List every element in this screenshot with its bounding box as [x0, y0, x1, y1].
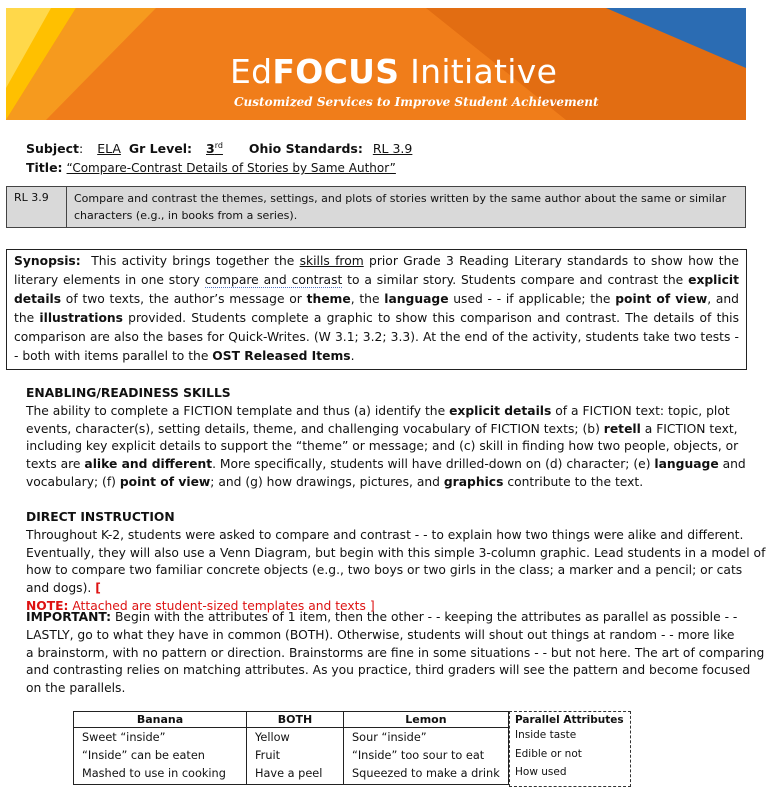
- subject-label: Subject: [26, 141, 79, 157]
- table-row: [74, 728, 509, 749]
- table-cell: Fruit: [247, 748, 344, 766]
- col-both: BOTH: [247, 712, 344, 728]
- title-line: [26, 160, 396, 175]
- table-row: [74, 766, 509, 785]
- parallel-attribute-item: How used: [515, 766, 567, 778]
- col-lemon: Lemon: [344, 712, 509, 728]
- subject-line: Subject: ELA Gr Level: 3rd Ohio Standards: RL 3.9: [26, 141, 413, 157]
- grade-value: 3rd: [206, 141, 223, 157]
- standard-box: [6, 186, 746, 228]
- direct-heading: DIRECT INSTRUCTION: [26, 510, 175, 524]
- standard-code: RL 3.9: [14, 191, 49, 204]
- important-text: IMPORTANT: Begin with the attributes of 1 item, then the other - - keeping the attributes as parallel as possible - - LASTLY, go to what they have in common (BOTH). Otherwise, students will shout out things at random - - more like a brainstorm, with no pattern or direction. Brainstorms are fine in some situations - - but not here. The art of comparing and contrasting relies on matching attributes. As you practice, third graders will see the pattern and become focused on the parallels.: [26, 610, 765, 696]
- grade-label: Gr Level:: [128, 141, 193, 157]
- enabling-heading: ENABLING/READINESS SKILLS: [26, 386, 231, 400]
- direct-instruction-section: [26, 509, 768, 616]
- table-cell: “Inside” can be eaten: [74, 748, 247, 766]
- table-row: [74, 748, 509, 766]
- subject-value: ELA: [97, 141, 121, 157]
- banner-title: EdFOCUS Initiative: [230, 52, 558, 91]
- table-cell: Yellow: [247, 728, 344, 749]
- parallel-attributes-box: [509, 711, 631, 787]
- edfocus-banner: [6, 8, 746, 120]
- parallel-attributes-heading: Parallel Attributes: [515, 714, 624, 726]
- important-label: IMPORTANT:: [26, 610, 112, 624]
- direct-text: Throughout K-2, students were asked to compare and contrast - - to explain how two things were alike and different. Eventually, they will also use a Venn Diagram, but begin with this simple 3-column graphic. Lead students in a model of how to compare two familiar concrete objects (e.g., two boys or two girls in the class; a marker and a pencil; or cats and dogs). [ NOTE: Attached are student-sized templates and texts ]: [26, 527, 766, 613]
- note-label: NOTE:: [26, 598, 69, 613]
- banner-subtitle: Customized Services to Improve Student Achievement: [234, 95, 599, 109]
- synopsis-box: Synopsis: This activity brings together the skills from prior Grade 3 Reading Literary standards to show how the literary elements in one story compare and contrast to a similar story. Students compare and contrast the explicit details of two texts, the author’s message or theme, the language used - - if applicable; the point of view, and the illustrations provided. Students complete a graphic to show this comparison and contrast. The details of this comparison are also the bases for Quick-Writes. (W 3.1; 3.2; 3.3). At the end of the activity, students take two tests - - both with items parallel to the OST Released Items.: [6, 249, 747, 370]
- synopsis-label: Synopsis:: [14, 254, 81, 268]
- note-text: Attached are student-sized templates and texts ]: [68, 598, 375, 613]
- standard-divider: [66, 187, 67, 227]
- important-section: [26, 609, 768, 698]
- comparison-table: [73, 711, 509, 785]
- enabling-section: [26, 385, 768, 492]
- standards-label: Ohio Standards:: [248, 141, 363, 157]
- table-cell: Sweet “inside”: [74, 728, 247, 749]
- title-label: Title:: [26, 160, 63, 175]
- title-value: “Compare-Contrast Details of Stories by Same Author”: [66, 161, 396, 175]
- standard-text: Compare and contrast the themes, settings, and plots of stories written by the same author about the same or similar characters (e.g., in books from a series).: [74, 192, 727, 222]
- col-banana: Banana: [74, 712, 247, 728]
- table-cell: Mashed to use in cooking: [74, 766, 247, 785]
- table-cell: Squeezed to make a drink: [344, 766, 509, 785]
- parallel-attribute-item: Edible or not: [515, 747, 582, 760]
- table-cell: Have a peel: [247, 766, 344, 785]
- enabling-text: The ability to complete a FICTION template and thus (a) identify the explicit details of a FICTION text: topic, plot events, character(s), setting details, theme, and challenging vocabulary of FICTION texts; (b) retell a FICTION text, including key explicit details to support the “theme” or message; and (c) skill in finding how two people, objects, or texts are alike and different. More specifically, students will have drilled-down on (d) character; (e) language and vocabulary; (f) point of view; and (g) how drawings, pictures, and graphics contribute to the text.: [26, 403, 746, 489]
- table-cell: Sour “inside”: [344, 728, 509, 749]
- table-cell: “Inside” too sour to eat: [344, 748, 509, 766]
- table-header-row: [74, 712, 509, 728]
- standards-value: RL 3.9: [372, 141, 413, 157]
- parallel-attribute-item: Inside taste: [515, 729, 577, 741]
